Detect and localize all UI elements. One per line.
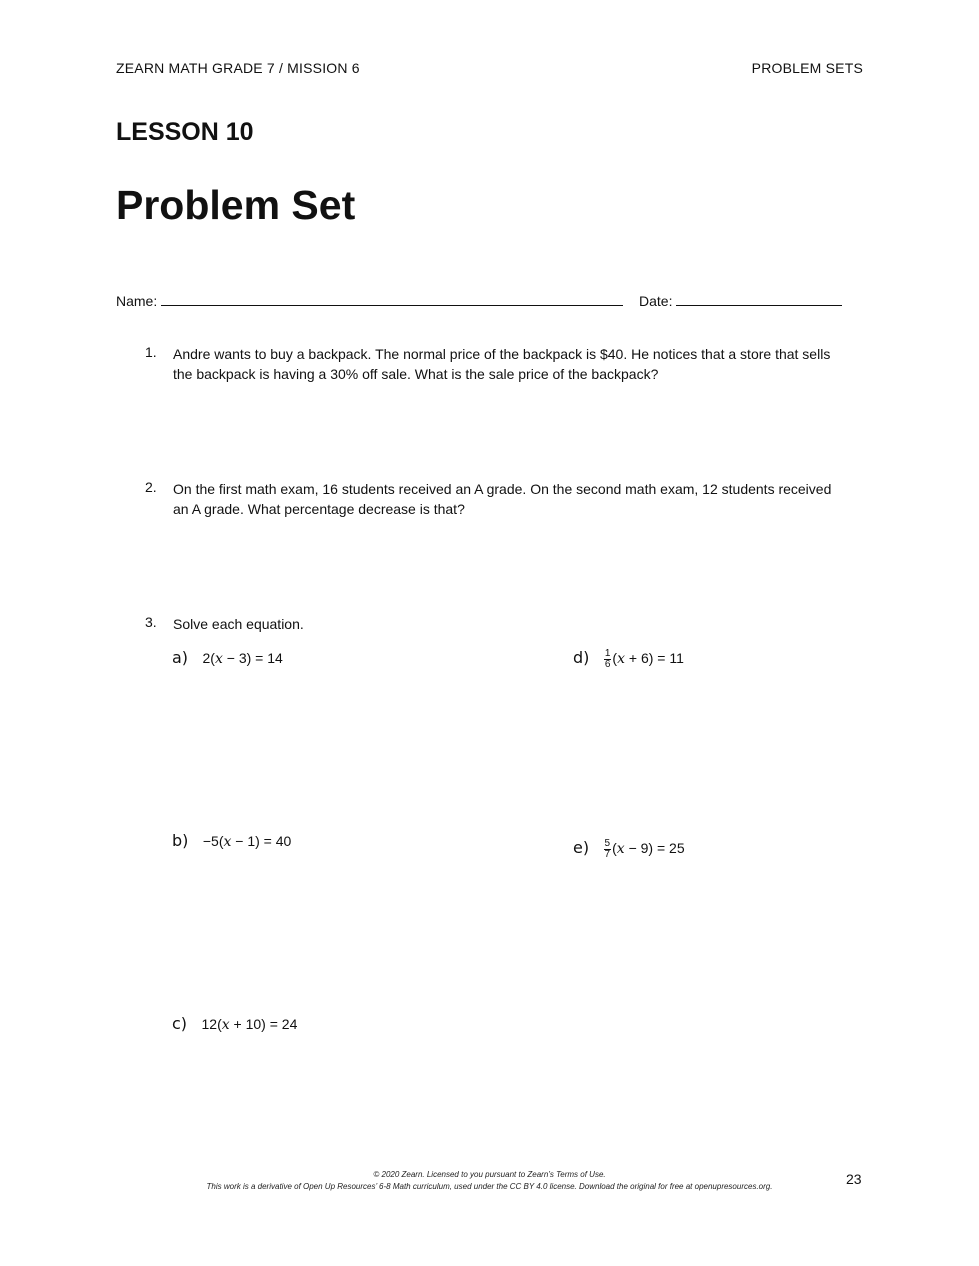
equation-c-expression: 12(x + 10) = 24 xyxy=(201,1016,298,1033)
footer-license: © 2020 Zearn. Licensed to you pursuant to Zearn’s Terms of Use. xyxy=(373,1170,606,1179)
name-label: Name: xyxy=(116,293,158,309)
name-field xyxy=(116,292,623,309)
equation-c-letter: c) xyxy=(172,1014,188,1033)
page-number: 23 xyxy=(846,1171,862,1187)
equation-d-fraction: $\frac{1}{6}$ xyxy=(604,647,611,670)
equation-a-expression: 2(x − 3) = 14 xyxy=(202,650,283,667)
equation-d xyxy=(573,648,684,670)
question-2-line-2: an A grade. What percentage decrease is that? xyxy=(173,501,465,517)
page-title: Problem Set xyxy=(116,182,356,228)
equation-a-letter: a) xyxy=(172,648,189,667)
equation-e-expression: $\frac{5}{7}$ (x − 9) = 25 xyxy=(604,837,685,860)
equation-e-letter: e) xyxy=(573,838,590,857)
question-2-text xyxy=(173,479,873,519)
name-blank-line xyxy=(161,292,623,306)
question-2-number: 2. xyxy=(145,479,157,495)
equation-d-letter: d) xyxy=(573,648,590,667)
date-blank-line xyxy=(676,292,842,306)
header-section-title: PROBLEM SETS xyxy=(751,60,863,76)
question-1-line-2: the backpack is having a 30% off sale. What is the sale price of the backpack? xyxy=(173,366,659,382)
equation-b xyxy=(172,831,291,851)
question-1-line-1: Andre wants to buy a backpack. The normal price of the backpack is $40. He notices that a store that sells xyxy=(173,346,831,362)
equation-a xyxy=(172,648,283,668)
question-3-number: 3. xyxy=(145,614,157,630)
equation-e xyxy=(573,838,685,860)
equation-e-fraction: $\frac{5}{7}$ xyxy=(604,837,611,860)
header-course-title: ZEARN MATH GRADE 7 / MISSION 6 xyxy=(116,60,360,76)
question-1-text xyxy=(173,344,873,384)
date-field xyxy=(639,292,842,309)
question-3-text xyxy=(173,614,873,634)
lesson-heading: LESSON 10 xyxy=(116,118,254,146)
equation-b-letter: b) xyxy=(172,831,189,850)
question-2-line-1: On the first math exam, 16 students received an A grade. On the second math exam, 12 students received xyxy=(173,481,832,497)
question-3-line-1: Solve each equation. xyxy=(173,616,304,632)
equation-c xyxy=(172,1014,297,1034)
question-1-number: 1. xyxy=(145,344,157,360)
equation-d-expression: $\frac{1}{6}$ (x + 6) = 11 xyxy=(604,647,684,670)
equation-b-expression: −5(x − 1) = 40 xyxy=(202,833,292,850)
date-label: Date: xyxy=(639,293,673,309)
footer-attribution: This work is a derivative of Open Up Resources’ 6-8 Math curriculum, used under the CC BY 4.0 license. Download the original for free at openupresources.org. xyxy=(206,1182,773,1191)
